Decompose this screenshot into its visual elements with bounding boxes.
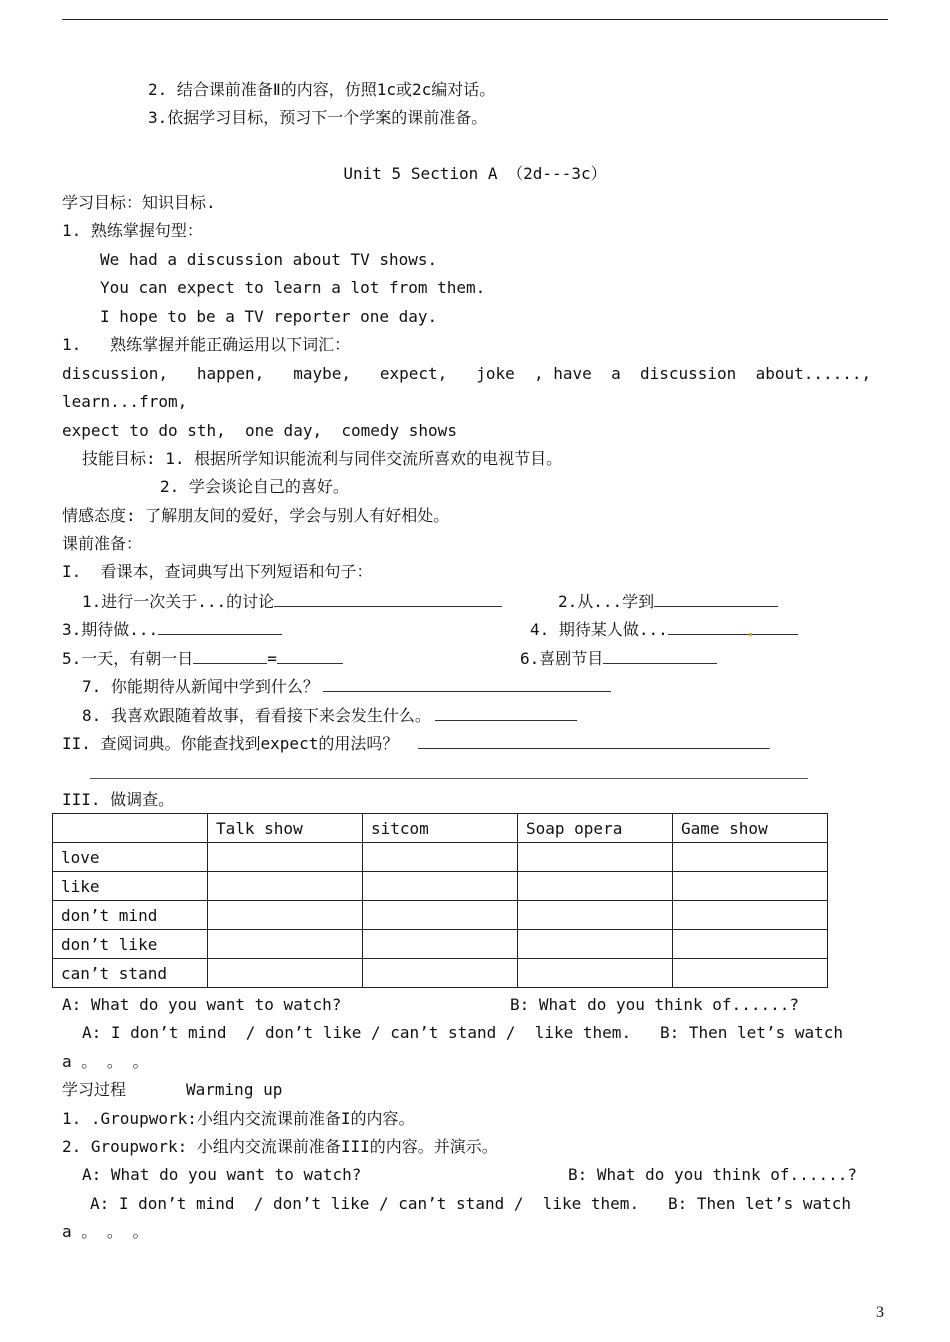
row-label: can’t stand xyxy=(53,959,208,988)
survey-table xyxy=(52,813,828,988)
question-text: 4. 期待某人做... xyxy=(530,620,668,639)
answer-blank[interactable] xyxy=(323,676,611,692)
sentence-2: You can expect to learn a lot from them. xyxy=(100,278,486,297)
objectives-heading: 学习目标：知识目标. xyxy=(62,193,216,212)
dialogue-2-line-2: A: I don’t mind / don’t like / can’t stand / like them. B: Then let’s watch xyxy=(90,1194,851,1213)
survey-cell[interactable] xyxy=(673,901,828,930)
prep-question-1 xyxy=(82,591,502,612)
row-label: don’t like xyxy=(53,930,208,959)
page-title: Unit 5 Section A （2d---3c） xyxy=(343,164,607,183)
table-row xyxy=(53,930,828,959)
header-cell-talk-show: Talk show xyxy=(208,814,363,843)
skill-objective-1: 技能目标: 1. 根据所学知识能流利与同伴交流所喜欢的电视节目。 xyxy=(82,449,563,468)
header-cell-sitcom: sitcom xyxy=(363,814,518,843)
table-row xyxy=(53,959,828,988)
header-rule xyxy=(62,19,888,20)
attitude-objective: 情感态度: 了解朋友间的爱好，学会与别人有好相处。 xyxy=(62,506,450,525)
survey-cell[interactable] xyxy=(518,843,673,872)
groupwork-1: 1. .Groupwork:小组内交流课前准备I的内容。 xyxy=(62,1109,415,1128)
prep-question-3 xyxy=(62,619,282,640)
survey-cell[interactable] xyxy=(208,959,363,988)
survey-cell[interactable] xyxy=(208,930,363,959)
table-row xyxy=(53,901,828,930)
survey-cell[interactable] xyxy=(518,901,673,930)
dialogue-1-question-a: A: What do you want to watch? xyxy=(62,995,342,1014)
survey-cell[interactable] xyxy=(673,843,828,872)
skill-objective-2: 2. 学会谈论自己的喜好。 xyxy=(160,477,349,496)
answer-blank[interactable] xyxy=(418,733,770,749)
instruction-item-3: 3.依据学习目标，预习下一个学案的课前准备。 xyxy=(148,108,488,127)
survey-cell[interactable] xyxy=(208,872,363,901)
header-cell-empty xyxy=(53,814,208,843)
sentence-1: We had a discussion about TV shows. xyxy=(100,250,438,269)
equals-sign: = xyxy=(267,649,277,668)
survey-cell[interactable] xyxy=(518,872,673,901)
page-number: 3 xyxy=(876,1304,884,1321)
question-text: 3.期待做... xyxy=(62,620,159,639)
vocab-line-1: discussion, happen, maybe, expect, joke , have a discussion about......, xyxy=(62,364,872,383)
answer-blank[interactable] xyxy=(654,591,778,607)
survey-cell[interactable] xyxy=(363,901,518,930)
answer-blank[interactable] xyxy=(193,648,267,664)
prep-question-6 xyxy=(520,648,717,669)
dialogue-1-line-3: a 。 。 。 xyxy=(62,1052,149,1071)
answer-blank[interactable] xyxy=(274,591,502,607)
row-label: don’t mind xyxy=(53,901,208,930)
vocab-label: 1. 熟练掌握并能正确运用以下词汇： xyxy=(62,335,351,354)
stray-mark xyxy=(749,633,752,636)
dialogue-2-line-3: a 。 。 。 xyxy=(62,1222,149,1241)
row-label: love xyxy=(53,843,208,872)
answer-line[interactable] xyxy=(90,778,808,779)
survey-cell[interactable] xyxy=(363,930,518,959)
question-text: 6.喜剧节目 xyxy=(520,649,604,668)
prep-question-8 xyxy=(82,705,577,726)
question-text: 7. 你能期待从新闻中学到什么？ xyxy=(82,677,319,696)
instruction-item-2: 2. 结合课前准备Ⅱ的内容，仿照1c或2c编对话。 xyxy=(148,80,496,99)
prep-question-7 xyxy=(82,676,611,697)
prep-question-5 xyxy=(62,648,343,669)
vocab-line-2: learn...from, xyxy=(62,392,188,411)
survey-cell[interactable] xyxy=(208,901,363,930)
row-label: like xyxy=(53,872,208,901)
process-heading xyxy=(62,1080,282,1100)
header-cell-soap-opera: Soap opera xyxy=(518,814,673,843)
answer-blank[interactable] xyxy=(435,705,577,721)
survey-cell[interactable] xyxy=(208,843,363,872)
survey-cell[interactable] xyxy=(673,872,828,901)
answer-blank[interactable] xyxy=(603,648,717,664)
dialogue-2-question-b: B: What do you think of......? xyxy=(568,1165,857,1184)
survey-cell[interactable] xyxy=(363,959,518,988)
question-text: 8. 我喜欢跟随着故事，看看接下来会发生什么。 xyxy=(82,706,431,725)
prep-heading: 课前准备： xyxy=(62,534,143,553)
survey-cell[interactable] xyxy=(518,959,673,988)
process-subtitle: Warming up xyxy=(186,1080,283,1099)
sentences-label: 1. 熟练掌握句型： xyxy=(62,221,203,240)
prep-part3: III. 做调查。 xyxy=(62,790,175,809)
survey-cell[interactable] xyxy=(363,843,518,872)
vocab-line-3: expect to do sth, one day, comedy shows xyxy=(62,421,457,440)
answer-blank[interactable] xyxy=(158,619,282,635)
groupwork-2: 2. Groupwork: 小组内交流课前准备III的内容。并演示。 xyxy=(62,1137,498,1156)
dialogue-1-line-2: A: I don’t mind / don’t like / can’t stand / like them. B: Then let’s watch xyxy=(82,1023,843,1042)
survey-cell[interactable] xyxy=(673,959,828,988)
prep-question-4 xyxy=(530,619,798,640)
table-header-row xyxy=(53,814,828,843)
prep-part2 xyxy=(62,733,770,754)
process-title: 学习过程 xyxy=(62,1080,127,1099)
table-row xyxy=(53,872,828,901)
answer-blank[interactable] xyxy=(668,619,798,635)
dialogue-1-question-b: B: What do you think of......? xyxy=(510,995,799,1014)
table-row xyxy=(53,843,828,872)
question-text: 1.进行一次关于...的讨论 xyxy=(82,592,275,611)
question-text: 2.从...学到 xyxy=(558,592,655,611)
survey-cell[interactable] xyxy=(363,872,518,901)
prep-question-2 xyxy=(558,591,778,612)
answer-blank[interactable] xyxy=(277,648,343,664)
sentence-3: I hope to be a TV reporter one day. xyxy=(100,307,438,326)
prep-part1-heading: I. 看课本，查词典写出下列短语和句子： xyxy=(62,562,373,581)
survey-cell[interactable] xyxy=(518,930,673,959)
question-text: II. 查阅词典。你能查找到expect的用法吗？ xyxy=(62,734,399,753)
survey-cell[interactable] xyxy=(673,930,828,959)
question-text: 5.一天，有朝一日 xyxy=(62,649,194,668)
header-cell-game-show: Game show xyxy=(673,814,828,843)
dialogue-2-question-a: A: What do you want to watch? xyxy=(82,1165,362,1184)
